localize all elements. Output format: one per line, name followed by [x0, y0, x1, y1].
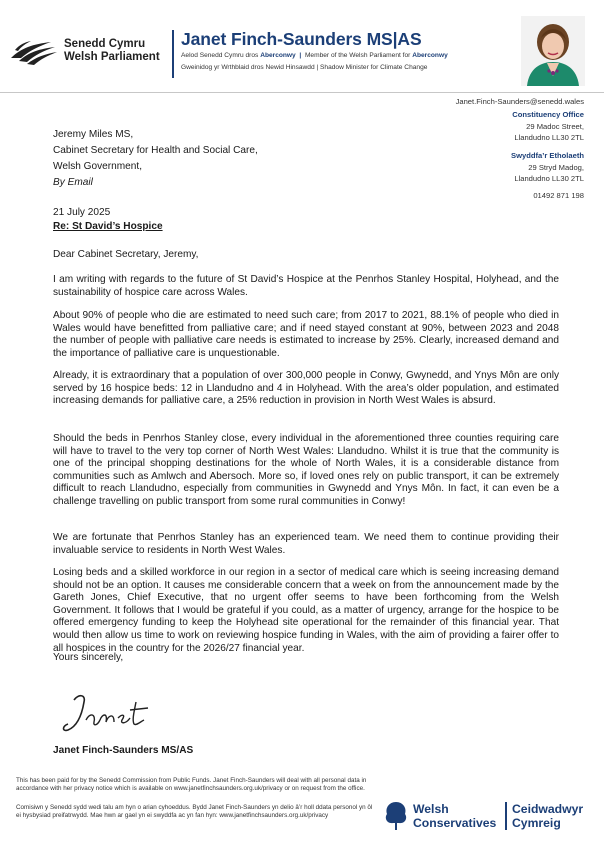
letter-subject: Re: St David’s Hospice: [53, 221, 163, 232]
office-address-en-1: 29 Madoc Street,: [526, 122, 584, 131]
senedd-logo-icon: [9, 36, 59, 66]
recipient-delivery: By Email: [53, 177, 93, 189]
membership-cy: Aelod Senedd Cymru dros: [181, 52, 259, 59]
party-divider: [505, 802, 507, 830]
party-en-line1: Welsh: [413, 802, 449, 816]
office-address-en-2: Llandudno LL30 2TL: [514, 133, 584, 142]
party-name-cy: [512, 803, 583, 830]
recipient-block: [53, 129, 258, 190]
header-divider: [172, 30, 174, 78]
parliament-name-cy: Senedd Cymru: [64, 38, 146, 50]
conservatives-tree-icon: [383, 800, 409, 830]
office-address-cy-2: Llandudno LL30 2TL: [514, 174, 584, 183]
parliament-name-en: Welsh Parliament: [64, 51, 160, 63]
mp-portrait: [521, 16, 585, 86]
contact-phone: 01492 871 198: [533, 191, 584, 200]
paragraph-2: About 90% of people who die are estimated to need such care; from 2017 to 2021, 88.1% of people who died in Wales would have benefitted from palliative care; and if need stayed constant at 90%, between 2023 and 2048 the number of people with palliative care needs is estimated to increase by 25%. Clearly, increased demand and the importance of palliative care is unquestionable.: [53, 310, 559, 359]
constituency-cy: Aberconwy: [260, 52, 296, 59]
paragraph-3: Already, it is extraordinary that a population of over 300,000 people in Conwy, Gwynedd, and Ynys Môn are only served by 16 hospice beds: 12 in Llandudno and 4 in Holyhead. With the area’s older population, and estimated increasing demands for palliative care, a 25% reduction in provision in North West Wales is absurd.: [53, 370, 559, 407]
office-title-en: Constituency Office: [512, 110, 584, 119]
salutation: Dear Cabinet Secretary, Jeremy,: [53, 249, 199, 260]
closing: Yours sincerely,: [53, 652, 124, 663]
membership-separator: |: [299, 52, 302, 59]
paragraph-5: We are fortunate that Penrhos Stanley has an experienced team. We need them to continue providing their invaluable service to residents in North West Wales.: [53, 532, 559, 556]
paragraph-6: Losing beds and a skilled workforce in our region in a sector of medical care which is seeing increasing demand should not be an option. It causes me considerable concern that a week on from the announcement made by the Gareth Jones, Chief Executive, that no urgent offer seems to have been forthcoming from the Welsh Government. It follows that I would be grateful if you could, as a matter of urgency, arrange for the hospice to be offered emergency funding to keep the Holyhead site operational for the remainder of this financial year. That would then allow us time to work on reviewing hospice funding in Wales, with the aim of providing a fairer offer to all hospices in the country for the 2026/27 financial year.: [53, 567, 559, 654]
letter-date: 21 July 2025: [53, 207, 111, 218]
recipient-name: Jeremy Miles MS,: [53, 129, 134, 140]
paragraph-1: I am writing with regards to the future of St David’s Hospice at the Penrhos Stanley Hospital, Holyhead, and the sustainability of hospice care across Wales.: [53, 274, 559, 298]
mp-role-line: Gweinidog yr Wrthblaid dros Newid Hinsawdd | Shadow Minister for Climate Change: [181, 64, 428, 71]
party-cy-line1: Ceidwadwyr: [512, 802, 584, 816]
membership-en: Member of the Welsh Parliament for: [304, 52, 411, 59]
contact-email: Janet.Finch-Saunders@senedd.wales: [455, 97, 584, 106]
header-rule: [0, 92, 604, 93]
party-name-en: [413, 803, 496, 830]
footer-notice-cy: Comisiwn y Senedd sydd wedi talu am hyn o arian cyhoeddus. Bydd Janet Finch-Saunders yn delio â’r holl ddata personol yn ôl ei hysbysiad preifatrwydd. Mae hwn ar gael yn ei swyddfa ac yn fan hyn: www.janetfinchsaunders.org.uk/privacy: [16, 804, 373, 820]
party-cy-line2: Cymreig: [512, 815, 561, 830]
constituency-en: Aberconwy: [412, 52, 448, 59]
office-title-cy: Swyddfa’r Etholaeth: [511, 151, 584, 160]
recipient-org: Welsh Government,: [53, 161, 143, 173]
parliament-name: [64, 38, 160, 64]
party-en-line2: Conservatives: [413, 815, 497, 830]
office-address-cy-1: 29 Stryd Madog,: [528, 163, 584, 172]
signature: [60, 690, 160, 740]
recipient-role: Cabinet Secretary for Health and Social Care,: [53, 145, 258, 157]
mp-name: Janet Finch-Saunders MS|AS: [181, 29, 422, 49]
signatory-name: Janet Finch-Saunders MS/AS: [53, 745, 194, 756]
paragraph-4: Should the beds in Penrhos Stanley close, every individual in the aforementioned three counties requiring care will have to travel to the very top corner of North West Wales: Llandudno. Whilst it is true that the community is one of the principal shopping destinations for the whole of North Wales, it is a considerable distance from communities such as Amlwch and Abersoch. More so, if loved ones rely on public transport, it can be extremely difficult to reach Llandudno, especially from communities in Gwynedd and Ynys Môn. In fact, it can even be a challenge travelling on public transport from some rural communities in Conwy!: [53, 433, 559, 507]
footer-notice-en: This has been paid for by the Senedd Commission from Public Funds. Janet Finch-Saunders will deal with all personal data in accordance with her privacy notice which is available on www.janetfinchsaunders.org.uk/privacy or on request from the office.: [16, 777, 367, 793]
mp-membership-line: [181, 52, 448, 59]
